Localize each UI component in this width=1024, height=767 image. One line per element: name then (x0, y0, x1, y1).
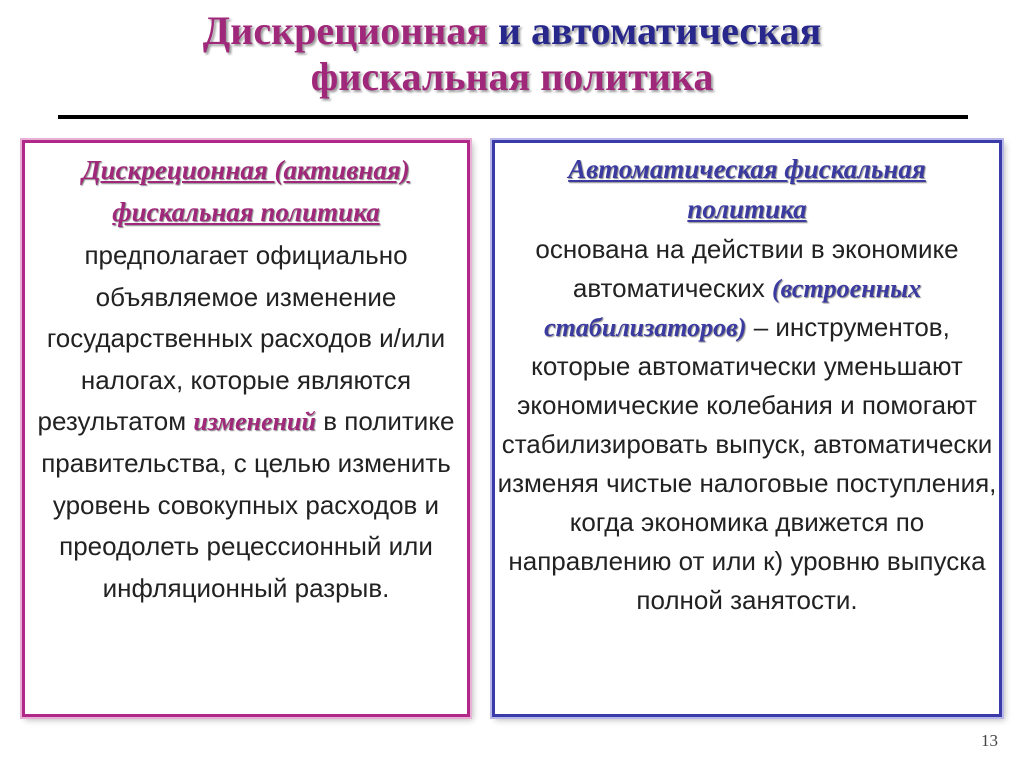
automatic-highlight: (встроенных стабилизаторов) (544, 274, 922, 342)
discretionary-text-before: предполагает официально объявляемое изменение государственных расходов и/или налогах, которые являются результатом (37, 240, 446, 437)
discretionary-text-after: в политике правительства, с целью изменить уровень совокупных расходов и преодолеть рецессионный или инфляционный разрыв. (41, 406, 455, 603)
title-divider (58, 115, 968, 119)
automatic-heading (495, 149, 999, 229)
discretionary-heading-line-2: фискальная политика (112, 197, 380, 227)
discretionary-highlight: изменений (193, 407, 316, 437)
title-part-automatic: и автоматическая (497, 8, 822, 53)
automatic-text-after: – инструментов, которые автоматически уменьшают экономические колебания и помогают стабилизировать выпуск, автоматически изменяя чистые налоговые поступления, когда экономика движется по направлению от или к) уровню выпуска полной занятости. (497, 312, 997, 615)
automatic-policy-card (492, 140, 1002, 717)
title-part-discretionary: Дискреционная (202, 8, 488, 53)
discretionary-heading-line-1: Дискреционная (активная) (82, 155, 410, 185)
page-number: 13 (981, 731, 998, 750)
page-title (0, 8, 1024, 100)
discretionary-description (25, 235, 467, 609)
automatic-description (495, 230, 999, 620)
title-line-1 (0, 8, 1024, 54)
discretionary-policy-card (22, 140, 470, 717)
discretionary-heading (25, 149, 467, 233)
automatic-heading-line-1: Автоматическая фискальная (568, 154, 926, 184)
title-line-2: фискальная политика (310, 54, 714, 99)
automatic-text-before: основана на действии в экономике автоматических (535, 234, 959, 303)
automatic-heading-line-2: политика (687, 194, 807, 224)
